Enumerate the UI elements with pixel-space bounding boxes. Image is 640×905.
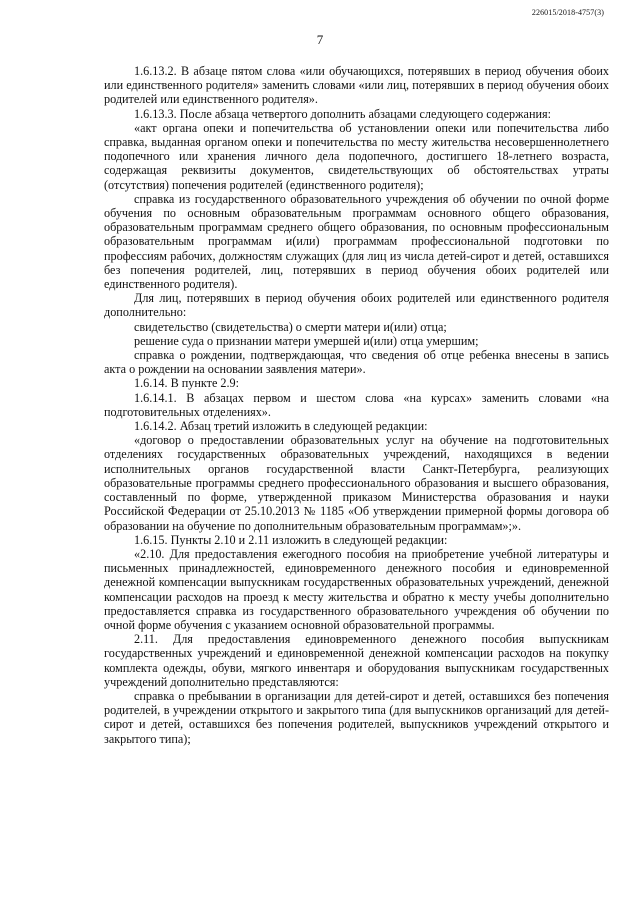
paragraph-1-6-13-3: 1.6.13.3. После абзаца четвертого дополнить абзацами следующего содержания:	[134, 106, 551, 121]
paragraph-orphaned-persons-intro: Для лиц, потерявших в период обучения обоих родителей или единственного родителя дополнительно:	[104, 291, 609, 320]
paragraph-1-6-14: 1.6.14. В пункте 2.9:	[134, 376, 240, 391]
paragraph-court-decision: решение суда о признании матери умершей и(или) отца умершим;	[134, 333, 479, 348]
document-body	[104, 64, 609, 746]
paragraph-guardianship-act: «акт органа опеки и попечительства об установлении опеки или попечительства либо справка, выданная органом опеки и попечительства по месту жительства несовершеннолетнего подопечного или хранения личного дела подопечного, достигшего 18-летнего возраста, содержащая реквизиты документов, свидетельствующих об обстоятельствах утраты (отсутствия) попечения родителей (единственного родителя);	[104, 120, 609, 192]
paragraph-1-6-14-2: 1.6.14.2. Абзац третий изложить в следующей редакции:	[134, 419, 428, 434]
paragraph-stay-certificate: справка о пребывании в организации для детей-сирот и детей, оставшихся без попечения родителей, в учреждении открытого и закрытого типа (для выпускников организаций для детей-сирот и детей, оставшихся без попечения родителей, выпускников учреждений открытого и закрытого типа);	[104, 688, 609, 746]
paragraph-1-6-13-2: 1.6.13.2. В абзаце пятом слова «или обучающихся, потерявших в период обучения обоих или единственного родителя» заменить словами «или лиц, потерявших в период обучения обоих родителей или единственного родителя».	[104, 64, 609, 107]
paragraph-2-10: «2.10. Для предоставления ежегодного пособия на приобретение учебной литературы и письменных принадлежностей, единовременного денежного пособия и единовременной денежной компенсации выпускникам государственных образовательных учреждений, денежной компенсации расходов на проезд к месту жительства и обратно к месту учебы дополнительно предоставляется справка из государственного образовательного учреждения об обучении по очной форме обучения с указанием основной образовательной программы.	[104, 546, 609, 632]
page-number: 7	[316, 32, 324, 47]
paragraph-death-certificate: свидетельство (свидетельства) о смерти матери и(или) отца;	[134, 319, 447, 334]
paragraph-1-6-15: 1.6.15. Пункты 2.10 и 2.11 изложить в следующей редакции:	[134, 532, 448, 547]
paragraph-birth-certificate: справка о рождении, подтверждающая, что сведения об отце ребенка внесены в запись акта о рождении на основании заявления матери».	[104, 348, 609, 377]
paragraph-2-11: 2.11. Для предоставления единовременного денежного пособия выпускникам государственных учреждений и единовременной денежной компенсации расходов на покупку комплекта одежды, обуви, мягкого инвентаря и оборудования выпускникам государственных учреждений дополнительно представляются:	[104, 632, 609, 689]
paragraph-education-contract: «договор о предоставлении образовательных услуг на обучение на подготовительных отделениях государственных образовательных учреждений, находящихся в ведении исполнительных органов государственной власти Санкт-Петербурга, реализующих образовательные программы среднего профессионального образования и высшего образования, составленный по форме, утвержденной приказом Министерства образования и науки Российской Федерации от 25.10.2013 № 1185 «Об утверждении примерной формы договора об образовании на обучение по дополнительным образовательным программам»;».	[104, 433, 609, 533]
document-registration-number: 226015/2018-4757(3)	[531, 8, 604, 17]
paragraph-school-certificate: справка из государственного образовательного учреждения об обучении по очной форме обучения по основным образовательным программам основного общего образования, образовательным программам среднего общего образования, по основным профессиональным образовательным программам и(или) программам профессиональной подготовки по профессиям рабочих, должностям служащих (для лиц из числа детей-сирот и детей, оставшихся без попечения родителей, лиц, потерявших в период обучения обоих родителей или единственного родителя).	[104, 191, 609, 292]
paragraph-1-6-14-1: 1.6.14.1. В абзацах первом и шестом слова «на курсах» заменить словами «на подготовительных отделениях».	[104, 390, 609, 419]
